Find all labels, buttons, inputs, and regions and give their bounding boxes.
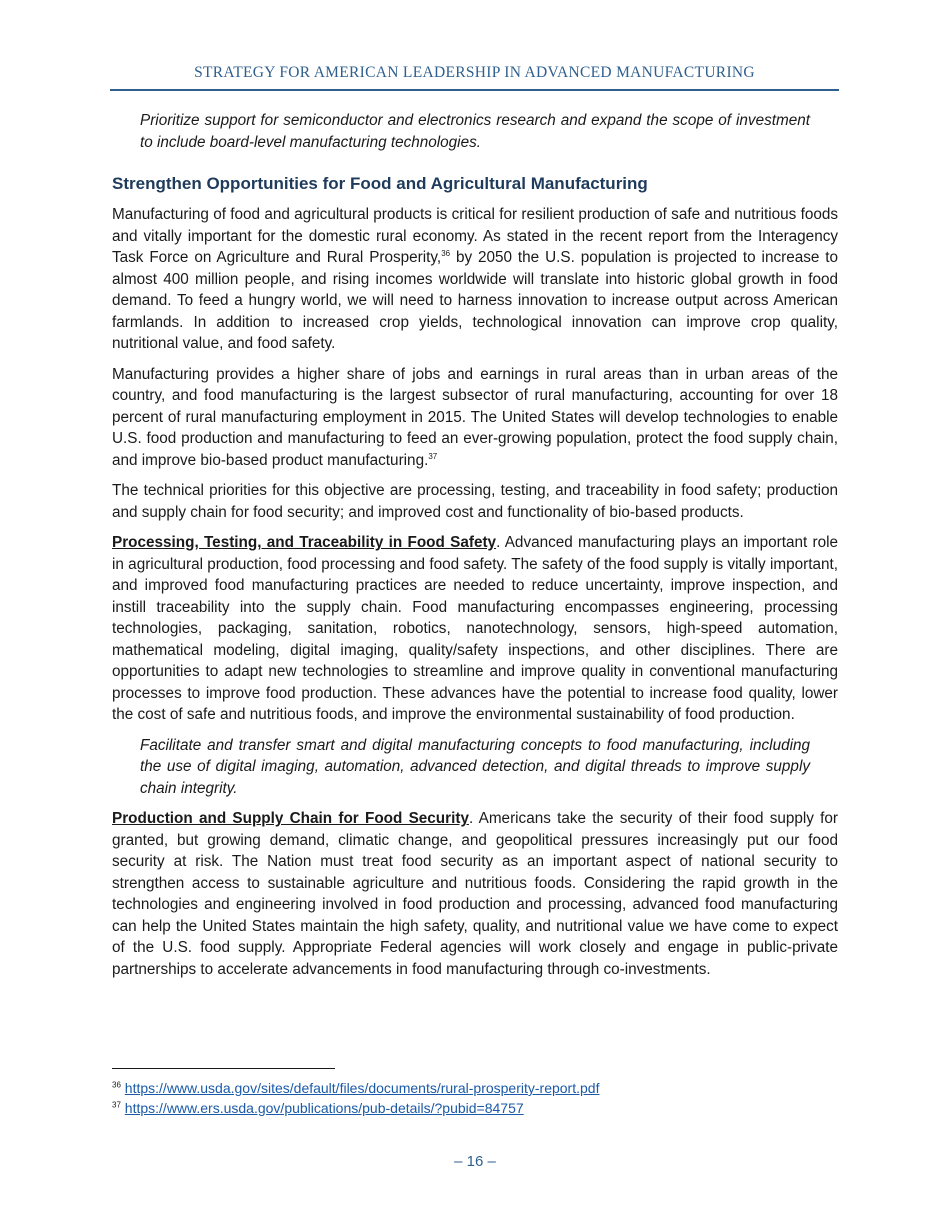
footnote-number: 36 bbox=[112, 1080, 121, 1090]
footnote-link-36[interactable]: https://www.usda.gov/sites/default/files/documents/rural-prosperity-report.pdf bbox=[124, 1080, 600, 1096]
running-header: STRATEGY FOR AMERICAN LEADERSHIP IN ADVANCED MANUFACTURING bbox=[194, 64, 755, 81]
footnote-link-37[interactable]: https://www.ers.usda.gov/publications/pub-details/?pubid=84757 bbox=[124, 1100, 524, 1116]
paragraph-text: by 2050 the U.S. population is projected to increase to almost 400 million people, and rising incomes worldwide will translate into historic global growth in food demand. To feed a hungry world, we will need to harness innovation to increase output across American farmlands. In addition to increased crop yields, technological innovation can improve crop quality, nutritional value, and food safety. bbox=[112, 249, 839, 352]
subsection-heading-food-security: Production and Supply Chain for Food Security bbox=[112, 810, 469, 827]
footnote-ref-37[interactable]: 37 bbox=[428, 451, 438, 461]
paragraph-text: Manufacturing of food and agricultural products is critical for resilient production of safe and nutritious foods and vitally important for the domestic rural economy. As stated in the recent report from the Interagency Task Force on Agriculture and Rural Prosperity, bbox=[112, 206, 838, 266]
paragraph-technical-priorities: The technical priorities for this objective are processing, testing, and traceability in food safety; production and supply chain for food security; and improved cost and functionality of bio-based products. bbox=[112, 482, 838, 521]
footnote-number: 37 bbox=[112, 1100, 121, 1110]
footnotes bbox=[112, 1078, 838, 1118]
recommendation-semiconductor: Prioritize support for semiconductor and electronics research and expand the scope of investment to include board-level manufacturing technologies. bbox=[140, 112, 810, 151]
paragraph-food-security bbox=[112, 808, 838, 980]
recommendation-digital-manufacturing: Facilitate and transfer smart and digital manufacturing concepts to food manufacturing, including the use of digital imaging, automation, advanced detection, and digital threads to improve supply chain integrity. bbox=[140, 736, 810, 797]
paragraph-text: Manufacturing provides a higher share of jobs and earnings in rural areas than in urban areas of the country, and food manufacturing is the largest subsector of rural manufacturing, accounting for over 18 percent of rural manufacturing employment in 2015. The United States will develop technologies to enable U.S. food production and manufacturing to feed an ever-growing population, protect the food supply chain, and improve bio-based product manufacturing. bbox=[112, 365, 838, 469]
paragraph-food-agriculture bbox=[112, 204, 838, 355]
footnote-36 bbox=[112, 1078, 838, 1098]
section-heading: Strengthen Opportunities for Food and Agricultural Manufacturing bbox=[112, 174, 648, 193]
footnote-divider bbox=[112, 1068, 335, 1069]
footnote-ref-36[interactable]: 36 bbox=[441, 248, 451, 258]
page-number: – 16 – bbox=[454, 1153, 496, 1170]
footnote-37 bbox=[112, 1098, 838, 1118]
subsection-heading-food-safety: Processing, Testing, and Traceability in Food Safety bbox=[112, 534, 497, 551]
header-rule bbox=[110, 89, 839, 91]
paragraph-rural-jobs bbox=[112, 364, 838, 472]
page-content bbox=[112, 110, 838, 989]
paragraph-text: . Americans take the security of their food supply for granted, but growing demand, climatic change, and geopolitical pressures increasingly put our food security at risk. The Nation must treat food security as an important aspect of national security to strengthen access to sustainable agriculture and nutritious foods. Considering the rapid growth in the technologies and engineering involved in food production and processing, advanced food manufacturing can help the United States maintain the high safety, quality, and nutritional value we have come to expect of the U.S. food supply. Appropriate Federal agencies will work closely and engage in public-private partnerships to accelerate advancements in food manufacturing through co-investments. bbox=[112, 810, 838, 978]
paragraph-food-safety bbox=[112, 532, 838, 726]
paragraph-text: . Advanced manufacturing plays an important role in agricultural production, food processing and food safety. The safety of the food supply is vitally important, and improved food manufacturing practices are needed to reduce uncertainty, improve inspection, and instill traceability into the supply chain. Food manufacturing encompasses engineering, processing technologies, packaging, sanitation, robotics, nanotechnology, sensors, high-speed automation, mathematical modeling, digital imaging, quality/safety inspections, and other disciplines. There are opportunities to adapt new technologies to streamline and improve quality in conventional manufacturing processes to improve food production. These advances have the potential to increase food quality, lower the cost of safe and nutritious foods, and improve the environmental sustainability of food production. bbox=[112, 534, 839, 723]
